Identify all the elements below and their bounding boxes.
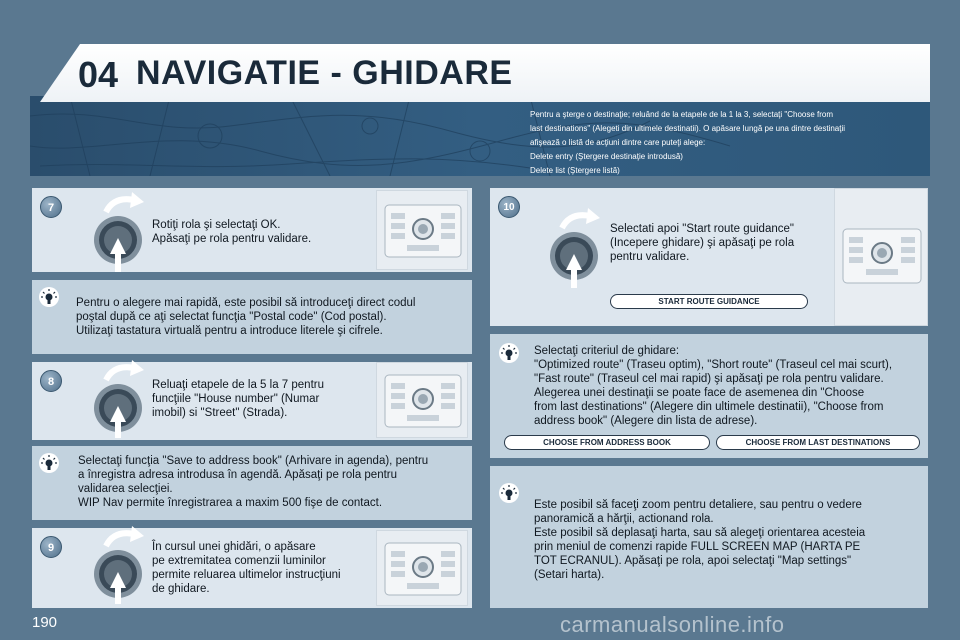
text-line: imobil) si "Street" (Strada). — [152, 407, 288, 419]
intro-line: Delete list (Ştergere listă) — [530, 166, 620, 175]
tip-postal-code-panel — [32, 280, 472, 354]
lightbulb-tip-icon — [38, 452, 60, 474]
text-line: Selectaţi criteriul de ghidare: — [534, 345, 680, 357]
step-10-panel — [490, 188, 928, 326]
page-title: NAVIGATIE - GHIDARE — [136, 54, 513, 92]
intro-note — [530, 108, 925, 178]
tip-route-criteria-panel — [490, 334, 928, 458]
text-line: "Fast route" (Traseul cel mai rapid) şi apăsaţi pe rola pentru validare. — [534, 373, 884, 385]
step-9-badge: 9 — [40, 536, 62, 558]
text-line: În cursul unei ghidări, o apăsare — [152, 541, 316, 553]
text-line: de ghidare. — [152, 583, 210, 595]
rotary-knob-icon — [78, 524, 158, 614]
step-7-text — [152, 218, 382, 246]
radio-panel-graphic — [377, 191, 469, 271]
text-line: Rotiţi rola şi selectaţi OK. — [152, 219, 281, 231]
tip-map-zoom-panel — [490, 466, 928, 608]
text-line: validarea selecţiei. — [78, 483, 173, 495]
tip-map-zoom-text — [534, 498, 926, 582]
text-line: panoramică a hărţii, actionand rola. — [534, 513, 714, 525]
text-line: "Optimized route" (Traseu optim), "Short route" (Traseul cel mai scurt), — [534, 359, 893, 371]
step-10-badge: 10 — [498, 196, 520, 218]
radio-control-unit-image — [834, 188, 928, 326]
text-line: Utilizaţi tastatura virtuală pentru a introduce literele şi cifrele. — [76, 325, 383, 337]
step-10-text — [610, 222, 836, 264]
rotary-knob-icon — [78, 358, 158, 448]
tip-postal-code-text — [76, 296, 466, 338]
choose-from-address-book-button[interactable]: CHOOSE FROM ADDRESS BOOK — [504, 435, 710, 450]
intro-line: last destinations" (Alegeti din ultimele destinatii). O apăsare lungă pe una dintre destinaţii — [530, 124, 846, 133]
text-line: a înregistra adresa introdusa în agendă. Apăsaţi pe rola pentru — [78, 469, 398, 481]
text-line: address book" (Alegere din lista de adrese). — [534, 415, 758, 427]
text-line: from last destinations" (Alegere din ultimele destinatii), "Choose from — [534, 401, 884, 413]
step-9-panel — [32, 528, 472, 608]
radio-control-unit-image — [376, 190, 468, 270]
step-8-panel — [32, 362, 472, 440]
rotary-knob-icon — [78, 190, 158, 280]
text-line: Selectaţi funcţia "Save to address book" (Arhivare in agenda), pentru — [78, 455, 429, 467]
text-line: poştal după ce aţi selectat funcţia "Postal code" (Cod postal). — [76, 311, 387, 323]
radio-panel-graphic — [377, 363, 469, 439]
page-number: 190 — [32, 614, 58, 631]
text-line: prin meniul de comenzi rapide FULL SCREEN MAP (HARTA PE — [534, 541, 861, 553]
tip-address-book-text — [78, 454, 470, 510]
intro-line: afişează o listă de acţiuni dintre care puteţi alege: — [530, 138, 706, 147]
text-line: Reluaţi etapele de la 5 la 7 pentru — [152, 379, 324, 391]
text-line: Selectati apoi "Start route guidance" — [610, 223, 794, 235]
text-line: Este posibil să deplasaţi harta, sau să alegeţi orientarea acesteia — [534, 527, 866, 539]
text-line: WIP Nav permite înregistrarea a maxim 500 fişe de contact. — [78, 497, 383, 509]
rotary-knob-icon — [534, 206, 614, 296]
step-8-text — [152, 378, 382, 420]
lightbulb-tip-icon — [38, 286, 60, 308]
start-route-guidance-button[interactable]: START ROUTE GUIDANCE — [610, 294, 808, 309]
tip-route-criteria-text — [534, 344, 926, 428]
intro-line: Pentru a şterge o destinaţie; reluând de la etapele de la 1 la 3, selectaţi "Choose from — [530, 110, 834, 119]
intro-line: Delete entry (Ştergere destinaţie introdusă) — [530, 152, 683, 161]
text-line: Alegerea unei destinaţii se poate face de asemenea din "Choose — [534, 387, 865, 399]
text-line: pe extremitatea comenzii luminilor — [152, 555, 326, 567]
text-line: pentru validare. — [610, 251, 690, 263]
text-line: Pentru o alegere mai rapidă, este posibil să introduceţi direct codul — [76, 297, 416, 309]
radio-control-unit-image — [376, 530, 468, 606]
watermark-text: carmanualsonline.info — [560, 612, 785, 637]
chapter-number: 04 — [78, 54, 119, 95]
text-line: Apăsaţi pe rola pentru validare. — [152, 233, 312, 245]
step-7-panel — [32, 188, 472, 272]
radio-panel-graphic — [835, 189, 929, 327]
choose-from-last-destinations-button[interactable]: CHOOSE FROM LAST DESTINATIONS — [716, 435, 920, 450]
radio-panel-graphic — [377, 531, 469, 607]
text-line: (Incepere ghidare) şi apăsaţi pe rola — [610, 237, 795, 249]
step-8-badge: 8 — [40, 370, 62, 392]
step-9-text — [152, 540, 382, 596]
text-line: permite reluarea ultimelor instrucţiuni — [152, 569, 341, 581]
text-line: funcţiile "House number" (Numar — [152, 393, 320, 405]
step-7-badge: 7 — [40, 196, 62, 218]
text-line: Este posibil să faceţi zoom pentru detaliere, sau pentru o vedere — [534, 499, 862, 511]
radio-control-unit-image — [376, 362, 468, 438]
tip-address-book-panel — [32, 446, 472, 520]
lightbulb-tip-icon — [498, 342, 520, 364]
lightbulb-tip-icon — [498, 482, 520, 504]
text-line: TOT ECRANUL). Apăsaţi pe rola, apoi selectaţi "Map settings" — [534, 555, 852, 567]
text-line: (Setari harta). — [534, 569, 605, 581]
